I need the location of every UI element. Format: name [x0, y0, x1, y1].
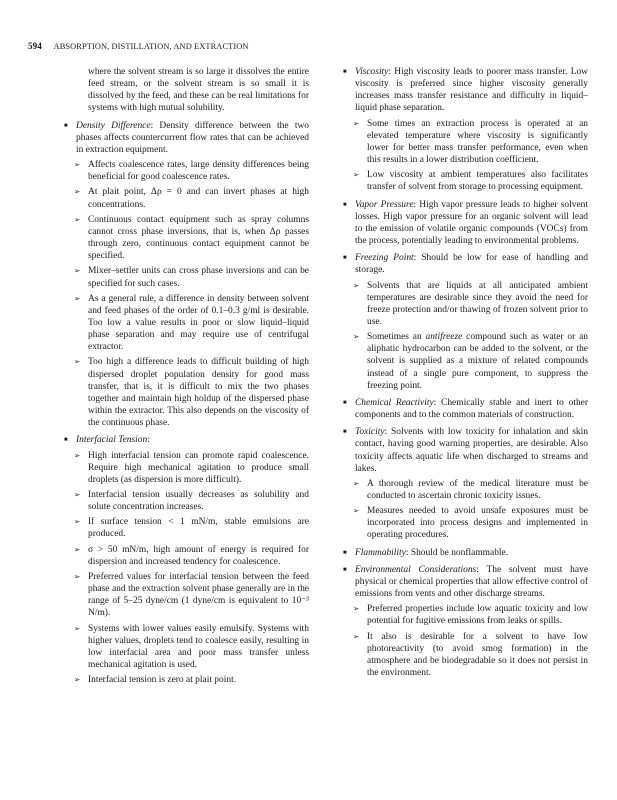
sub-bullet: ➢ σ > 50 mN/m, high amount of energy is required for dispersion and increased tendency for coalescence. [64, 544, 309, 568]
bullet-term: Flammability [355, 547, 406, 558]
sub-bullet: ➢ If surface tension < 1 mN/m, stable emulsions are produced. [64, 516, 309, 540]
bullet-term: Environmental Considerations [355, 564, 477, 575]
bullet-chemical-reactivity [343, 397, 588, 421]
page-number: 594 [28, 41, 42, 51]
sub-bullet: ➢ Preferred values for interfacial tension between the feed phase and the extraction solvent phase generally are in the range of 5–25 dyne/cm (1 dyne/cm is equivalent to 10⁻³ N/m). [64, 571, 309, 620]
sub-bullet: ➢ Affects coalescence rates, large density differences being beneficial for good coalescence rates. [64, 159, 309, 183]
bullet-density-difference [64, 120, 309, 156]
bullet-text: : Should be nonflammable. [405, 547, 509, 558]
bullet-viscosity [343, 66, 588, 115]
sub-bullet: ➢ At plait point, Δρ = 0 and can invert phases at high concentrations. [64, 186, 309, 210]
sub-bullet: ➢ High interfacial tension can promote rapid coalescence. Require high mechanical agitation to produce small droplets (as dispersion is more difficult). [64, 450, 309, 486]
sub-bullet: ➢ Systems with lower values easily emulsify. Systems with higher values, droplets tend to coalesce easily, resulting in low interfacial area and poor mass transfer unless mechanical agitation is used. [64, 623, 309, 672]
sub-bullet: ➢ It also is desirable for a solvent to have low photoreactivity (to avoid smog formation) in the atmosphere and be biodegradable so it does not persist in the environment. [343, 631, 588, 680]
bullet-interfacial-tension [64, 434, 309, 446]
bullet-text: : Should be low for ease of handling and storage. [355, 253, 588, 276]
bullet-term: Viscosity [355, 67, 389, 77]
right-column [343, 66, 588, 679]
bullet-term: Toxicity [355, 427, 385, 438]
bullet-text: : The solvent must have physical or chemical properties that allow effective control of emissions from vents and other discharge streams. [355, 564, 589, 600]
bullet-text: : [147, 435, 150, 446]
bullet-text: : Solvents with low toxicity for inhalation and skin contact, having good warning properties, are desirable. Also toxicity affects aquatic life when discharged to streams and lakes. [355, 427, 588, 474]
continuation-paragraph: where the solvent stream is so large it dissolves the entire feed stream, or the solvent stream is so small it is dissolved by the feed, and these can be real limitations for systems with high mutual solubility. [88, 67, 309, 114]
bullet-term: Density Difference [76, 120, 151, 131]
sub-bullet-antifreeze [343, 331, 588, 392]
bullet-toxicity [343, 426, 588, 475]
left-column [64, 66, 309, 686]
sub-bullet: ➢ Low viscosity at ambient temperatures also facilitates transfer of solvent from storage to processing equipment. [343, 169, 588, 193]
antifreeze-term: antifreeze [425, 332, 463, 343]
bullet-text: : High viscosity leads to poorer mass transfer. Low viscosity is preferred since higher viscosity generally increases mass transfer resistance and difficulty in liquid–liquid phase separation. [355, 67, 588, 114]
sub-bullet: ➢ Interfacial tension is zero at plait point. [64, 674, 309, 686]
bullet-environmental-considerations [343, 564, 588, 600]
bullet-term: Vapor Pressure [355, 199, 414, 210]
sub-bullet: ➢ Measures needed to avoid unsafe exposures must be incorporated into process designs and implemented in operating procedures. [343, 505, 588, 541]
sub-bullet-text: Sometimes an [367, 332, 426, 343]
bullet-text: : Density difference between the two phases affects countercurrent flow rates that can be achieved in extraction equipment. [76, 120, 309, 155]
sub-bullet-text: compound such as water or an aliphatic hydrocarbon can be added to the solvent, or the solvent is supplied as a mixture of related compounds instead of a single pure component, to suppress the freezing point. [367, 332, 588, 391]
sub-bullet: ➢ Interfacial tension usually decreases as solubility and solute concentration increases. [64, 489, 309, 513]
bullet-term: Chemical Reactivity [355, 397, 434, 408]
sub-bullet: ➢ A thorough review of the medical literature must be conducted to ascertain chronic toxicity issues. [343, 478, 588, 502]
bullet-term: Interfacial Tension [76, 435, 148, 446]
running-header [28, 41, 249, 51]
bullet-flammability [343, 547, 588, 559]
sub-bullet: ➢ As a general rule, a difference in density between solvent and feed phases of the order of 0.1–0.3 g/ml is desirable. Too low a value results in poor or slow liquid–liquid phase separation and may require use of centrifugal extractor. [64, 293, 309, 354]
bullet-term: Freezing Point [355, 253, 414, 264]
sub-bullet: ➢ Mixer–settler units can cross phase inversions and can be specified for such cases. [64, 265, 309, 289]
bullet-text: : High vapor pressure leads to higher solvent losses. High vapor pressure for an organic solvent will lead to the emission of volatile organic compounds (VOCs) from the process, potentially leading to environmental problems. [355, 199, 588, 247]
sub-bullet: ➢ Solvents that are liquids at all anticipated ambient temperatures are desirable since they avoid the need for freeze protection and/or thawing of frozen solvent prior to use. [343, 280, 588, 329]
sub-bullet: ➢ Preferred properties include low aquatic toxicity and low potential for fugitive emissions from leaks or spills. [343, 603, 588, 627]
bullet-freezing-point [343, 252, 588, 276]
sub-bullet: ➢ Too high a difference leads to difficult building of high dispersed droplet population density for good mass transfer, that is, it is difficult to mix the two phases together and maintain high holdup of the dispersed phase within the extractor. This also depends on the viscosity of the continuous phase. [64, 356, 309, 429]
running-title: ABSORPTION, DISTILLATION, AND EXTRACTION [53, 42, 249, 51]
bullet-text: : Chemically stable and inert to other components and to the common materials of construction. [355, 397, 588, 421]
bullet-vapor-pressure [343, 199, 588, 248]
sub-bullet: ➢ Some times an extraction process is operated at an elevated temperature where viscosity is significantly lower for better mass transfer performance, even when this results in a lower distribution coefficient. [343, 118, 588, 167]
sub-bullet: ➢ Continuous contact equipment such as spray columns cannot cross phase inversions, that is, when Δρ passes through zero, continuous contact equipment cannot be specified. [64, 214, 309, 263]
